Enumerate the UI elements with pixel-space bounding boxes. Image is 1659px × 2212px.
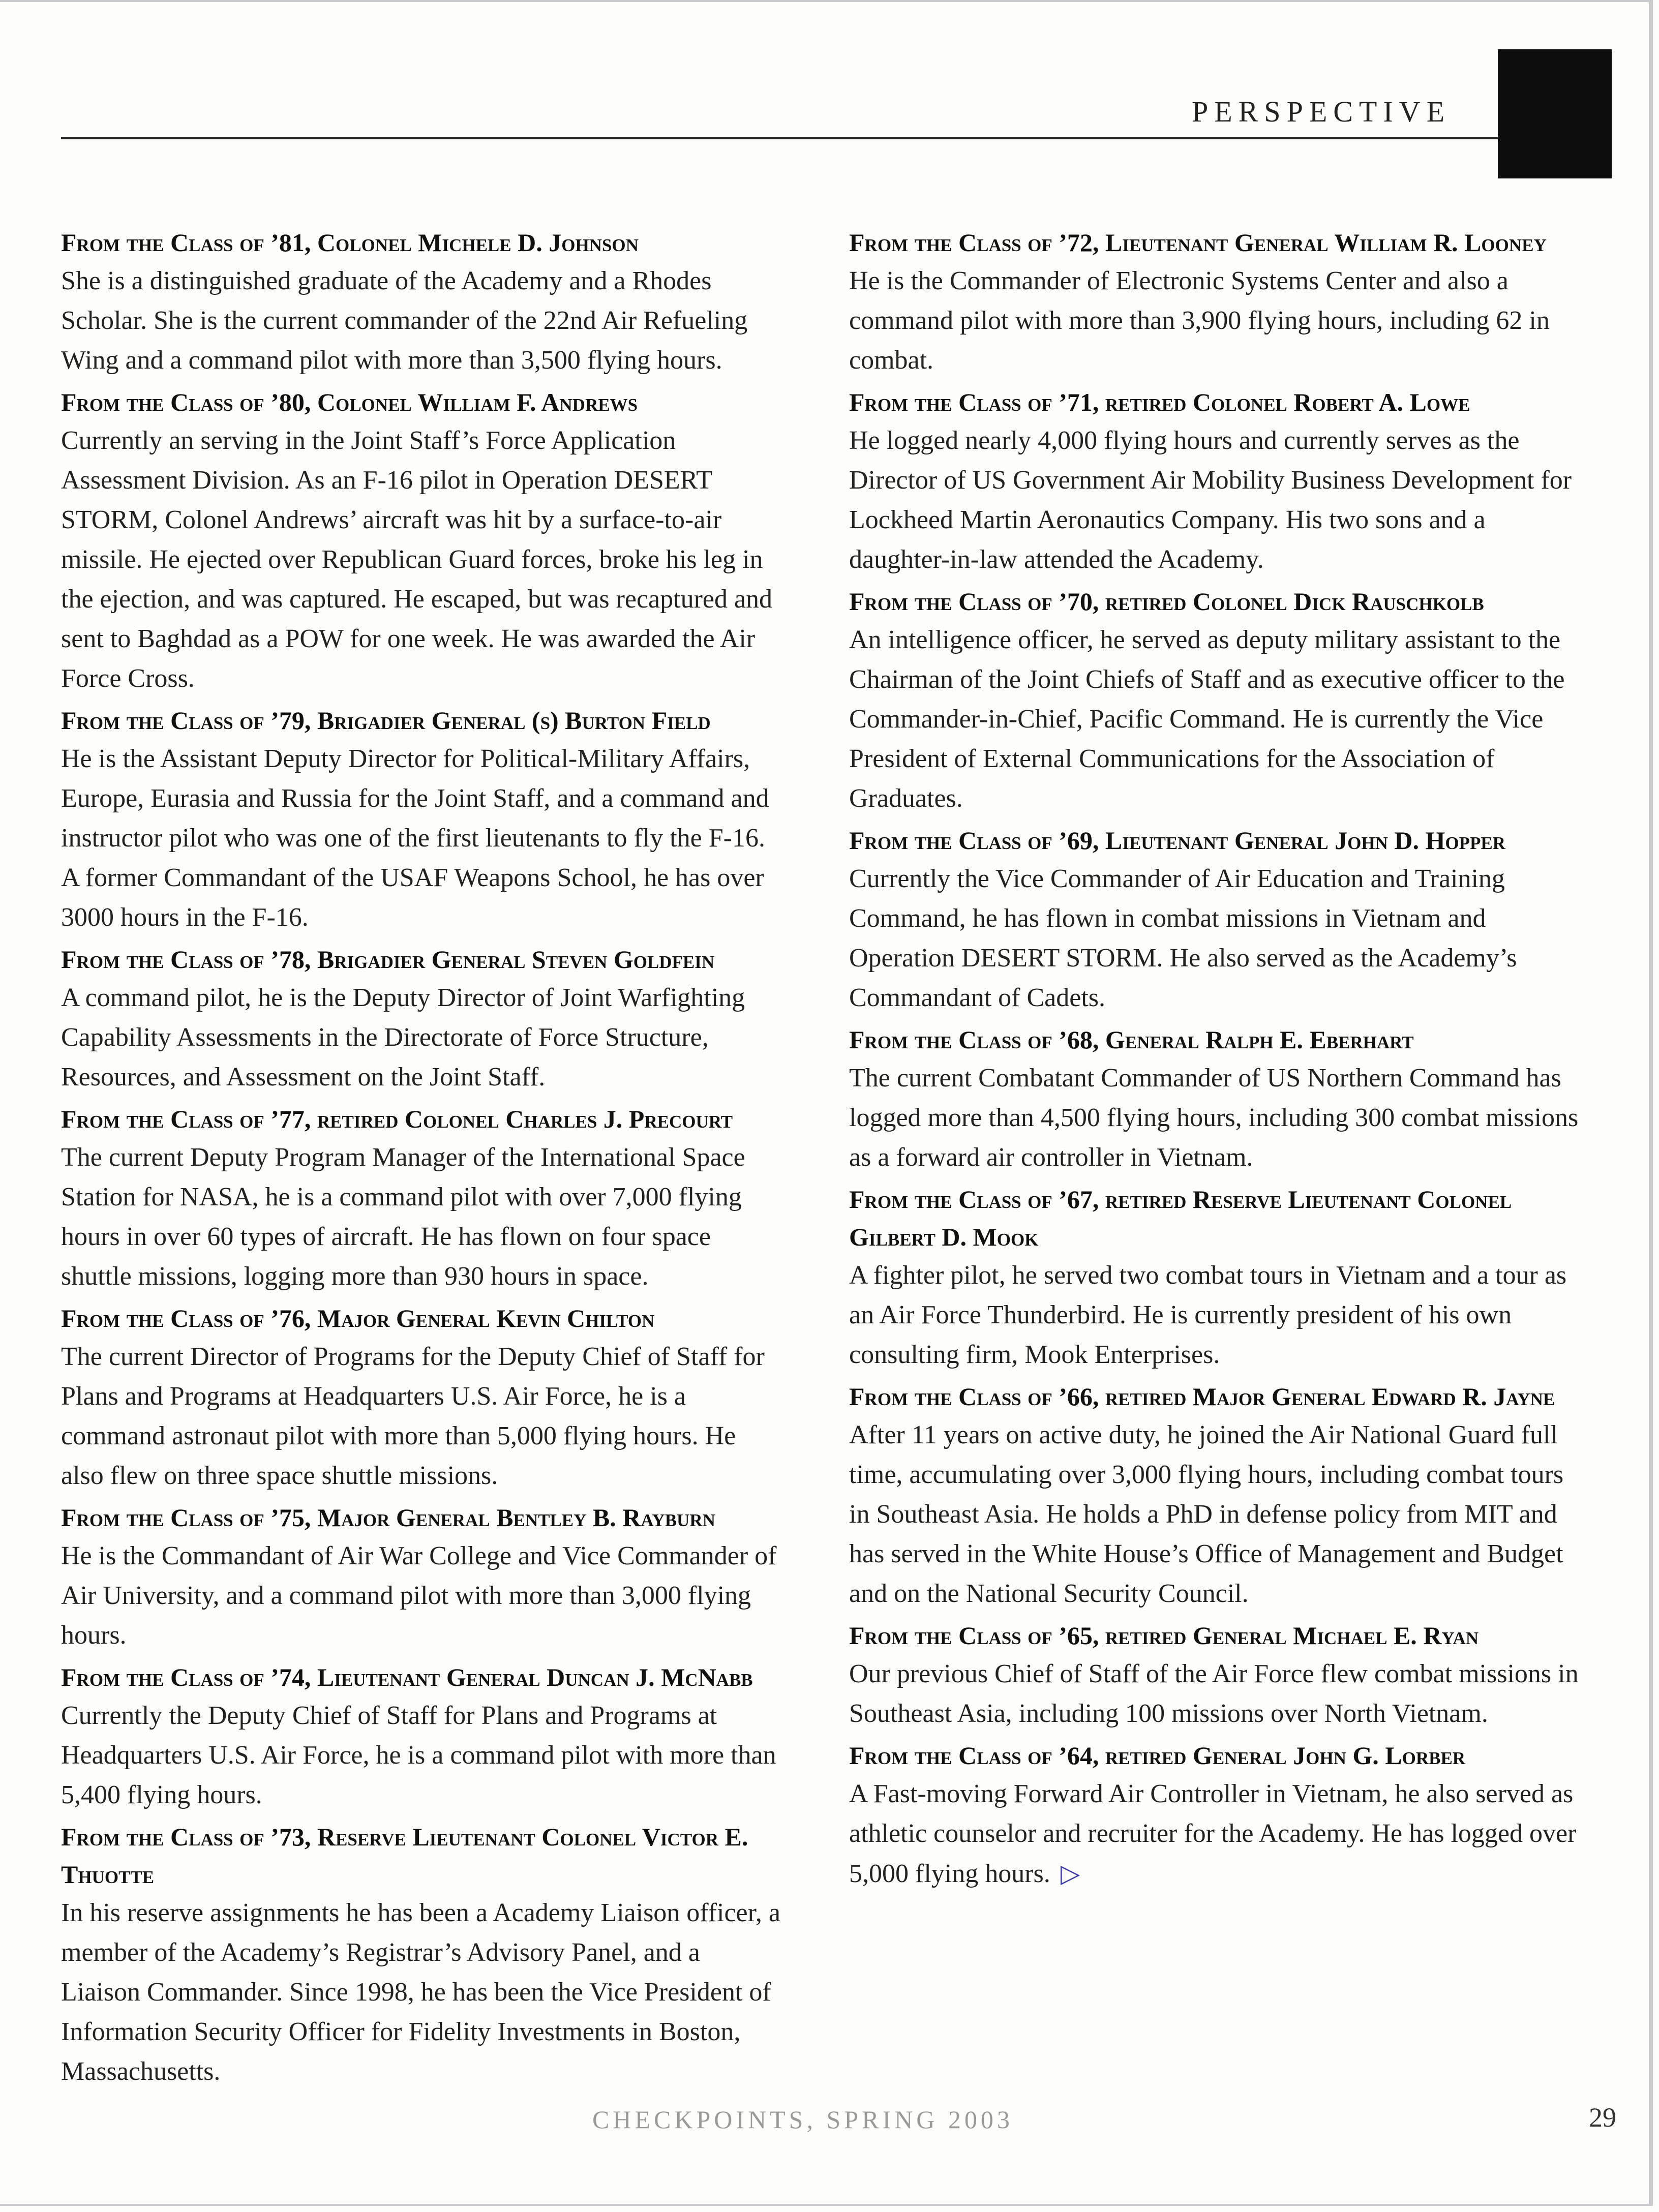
entry-heading: From the Class of ’69, Lieutenant General John D. Hopper bbox=[849, 826, 1505, 855]
page-number: 29 bbox=[1589, 2102, 1616, 2133]
entry-body: The current Director of Programs for the Deputy Chief of Staff for Plans and Programs at Headquarters U.S. Air Force, he is a command astronaut pilot with more than 5,000 flying hours. He also flew on three space shuttle missions. bbox=[61, 1342, 765, 1490]
entry-body bbox=[849, 1774, 1581, 1894]
continue-arrow-icon: ▷ bbox=[1060, 1859, 1080, 1888]
entry bbox=[61, 941, 783, 1097]
entry bbox=[849, 224, 1581, 380]
entry-body: Currently an serving in the Joint Staff’s Force Application Assessment Division. As an F-16 pilot in Operation DESERT STORM, Colonel Andrews’ aircraft was hit by a surface-to-air missile. He ejected over Republican Guard forces, broke his leg in the ejection, and was captured. He escaped, but was recaptured and sent to Baghdad as a POW for one week. He was awarded the Air Force Cross. bbox=[61, 426, 773, 693]
entry-body: A command pilot, he is the Deputy Director of Joint Warfighting Capability Assessments in the Directorate of Force Structure, Resources, and Assessment on the Joint Staff. bbox=[61, 983, 745, 1092]
entry bbox=[61, 1100, 783, 1296]
entry-heading: From the Class of ’79, Brigadier General (s) Burton Field bbox=[61, 706, 711, 735]
section-label: PERSPECTIVE bbox=[1191, 95, 1451, 128]
entry bbox=[61, 383, 783, 699]
entry-body: Currently the Vice Commander of Air Education and Training Command, he has flown in combat missions in Vietnam and Operation DESERT STORM. He also served as the Academy’s Commandant of Cadets. bbox=[849, 864, 1517, 1012]
entry bbox=[849, 1021, 1581, 1177]
entry-heading: From the Class of ’73, Reserve Lieutenant Colonel Victor E. Thuotte bbox=[61, 1823, 748, 1889]
entry-heading: From the Class of ’78, Brigadier General Steven Goldfein bbox=[61, 945, 715, 974]
entry bbox=[849, 1378, 1581, 1614]
entry bbox=[61, 1658, 783, 1815]
entry bbox=[849, 1737, 1581, 1894]
entry-heading: From the Class of ’67, retired Reserve Lieutenant Colonel Gilbert D. Mook bbox=[849, 1185, 1512, 1251]
entry-body: He logged nearly 4,000 flying hours and currently serves as the Director of US Government Air Mobility Business Development for Lockheed Martin Aeronautics Company. His two sons and a daughter-in-law attended the Academy. bbox=[849, 426, 1572, 574]
entry bbox=[61, 224, 783, 380]
entry bbox=[849, 1180, 1581, 1375]
entry bbox=[849, 383, 1581, 580]
entry-body: She is a distinguished graduate of the Academy and a Rhodes Scholar. She is the current commander of the 22nd Air Refueling Wing and a command pilot with more than 3,500 flying hours. bbox=[61, 266, 748, 375]
entry-heading: From the Class of ’80, Colonel William F. Andrews bbox=[61, 388, 638, 416]
entry-body: Our previous Chief of Staff of the Air Force flew combat missions in Southeast Asia, including 100 missions over North Vietnam. bbox=[849, 1659, 1579, 1728]
entry-heading: From the Class of ’81, Colonel Michele D. Johnson bbox=[61, 228, 639, 257]
entry-body: The current Deputy Program Manager of the International Space Station for NASA, he is a command pilot with over 7,000 flying hours in over 60 types of aircraft. He has flown on four space shuttle missions, logging more than 930 hours in space. bbox=[61, 1143, 745, 1291]
right-column bbox=[849, 224, 1581, 1897]
footer-publication: CHECKPOINTS, SPRING 2003 bbox=[592, 2105, 1013, 2134]
entry-body: An intelligence officer, he served as deputy military assistant to the Chairman of the Joint Chiefs of Staff and as executive officer to the Commander-in-Chief, Pacific Command. He is currently the Vice President of External Communications for the Association of Graduates. bbox=[849, 625, 1565, 813]
entry bbox=[849, 1617, 1581, 1734]
entry-heading: From the Class of ’65, retired General Michael E. Ryan bbox=[849, 1621, 1479, 1650]
left-column bbox=[61, 224, 783, 2095]
entry-heading: From the Class of ’70, retired Colonel Dick Rauschkolb bbox=[849, 587, 1484, 616]
entry-heading: From the Class of ’74, Lieutenant General Duncan J. McNabb bbox=[61, 1663, 753, 1691]
entry-body: He is the Commander of Electronic Systems Center and also a command pilot with more than 3,900 flying hours, including 62 in combat. bbox=[849, 266, 1550, 375]
entry-heading: From the Class of ’75, Major General Bentley B. Rayburn bbox=[61, 1503, 715, 1532]
entry bbox=[61, 1299, 783, 1496]
entry-body: He is the Commandant of Air War College and Vice Commander of Air University, and a command pilot with more than 3,000 flying hours. bbox=[61, 1541, 777, 1650]
header-rule bbox=[61, 137, 1498, 139]
entry-heading: From the Class of ’68, General Ralph E. Eberhart bbox=[849, 1025, 1414, 1054]
entry bbox=[849, 822, 1581, 1018]
entry-heading: From the Class of ’66, retired Major General Edward R. Jayne bbox=[849, 1382, 1555, 1411]
entry bbox=[61, 1499, 783, 1655]
entry-body: In his reserve assignments he has been a Academy Liaison officer, a member of the Academy’s Registrar’s Advisory Panel, and a Liaison Commander. Since 1998, he has been the Vice President of Information Security Officer for Fidelity Investments in Boston, Massachusetts. bbox=[61, 1898, 780, 2086]
entry-heading: From the Class of ’64, retired General John G. Lorber bbox=[849, 1741, 1466, 1770]
entry-heading: From the Class of ’76, Major General Kevin Chilton bbox=[61, 1304, 655, 1332]
entry-body-text: A Fast-moving Forward Air Controller in Vietnam, he also served as athletic counselor and recruiter for the Academy. He has logged over 5,000 flying hours. bbox=[849, 1779, 1577, 1888]
entry-heading: From the Class of ’71, retired Colonel Robert A. Lowe bbox=[849, 388, 1470, 416]
entry-body: He is the Assistant Deputy Director for Political-Military Affairs, Europe, Eurasia and Russia for the Joint Staff, and a command and instructor pilot who was one of the first lieutenants to fly the F-16. A former Commandant of the USAF Weapons School, he has over 3000 hours in the F-16. bbox=[61, 744, 769, 932]
section-tab-marker bbox=[1498, 49, 1612, 178]
entry-body: The current Combatant Commander of US Northern Command has logged more than 4,500 flying hours, including 300 combat missions as a forward air controller in Vietnam. bbox=[849, 1064, 1579, 1172]
entry-body: After 11 years on active duty, he joined the Air National Guard full time, accumulating over 3,000 flying hours, including combat tours in Southeast Asia. He holds a PhD in defense policy from MIT and has served in the White House’s Office of Management and Budget and on the National Security Council. bbox=[849, 1420, 1564, 1608]
entry bbox=[61, 1818, 783, 2092]
entry-body: Currently the Deputy Chief of Staff for Plans and Programs at Headquarters U.S. Air Force, he is a command pilot with more than 5,400 flying hours. bbox=[61, 1701, 776, 1809]
entry bbox=[849, 583, 1581, 819]
entry bbox=[61, 702, 783, 937]
entry-heading: From the Class of ’77, retired Colonel Charles J. Precourt bbox=[61, 1105, 733, 1133]
entry-heading: From the Class of ’72, Lieutenant General William R. Looney bbox=[849, 228, 1547, 257]
entry-body: A fighter pilot, he served two combat tours in Vietnam and a tour as an Air Force Thunderbird. He is currently president of his own consulting firm, Mook Enterprises. bbox=[849, 1261, 1567, 1369]
